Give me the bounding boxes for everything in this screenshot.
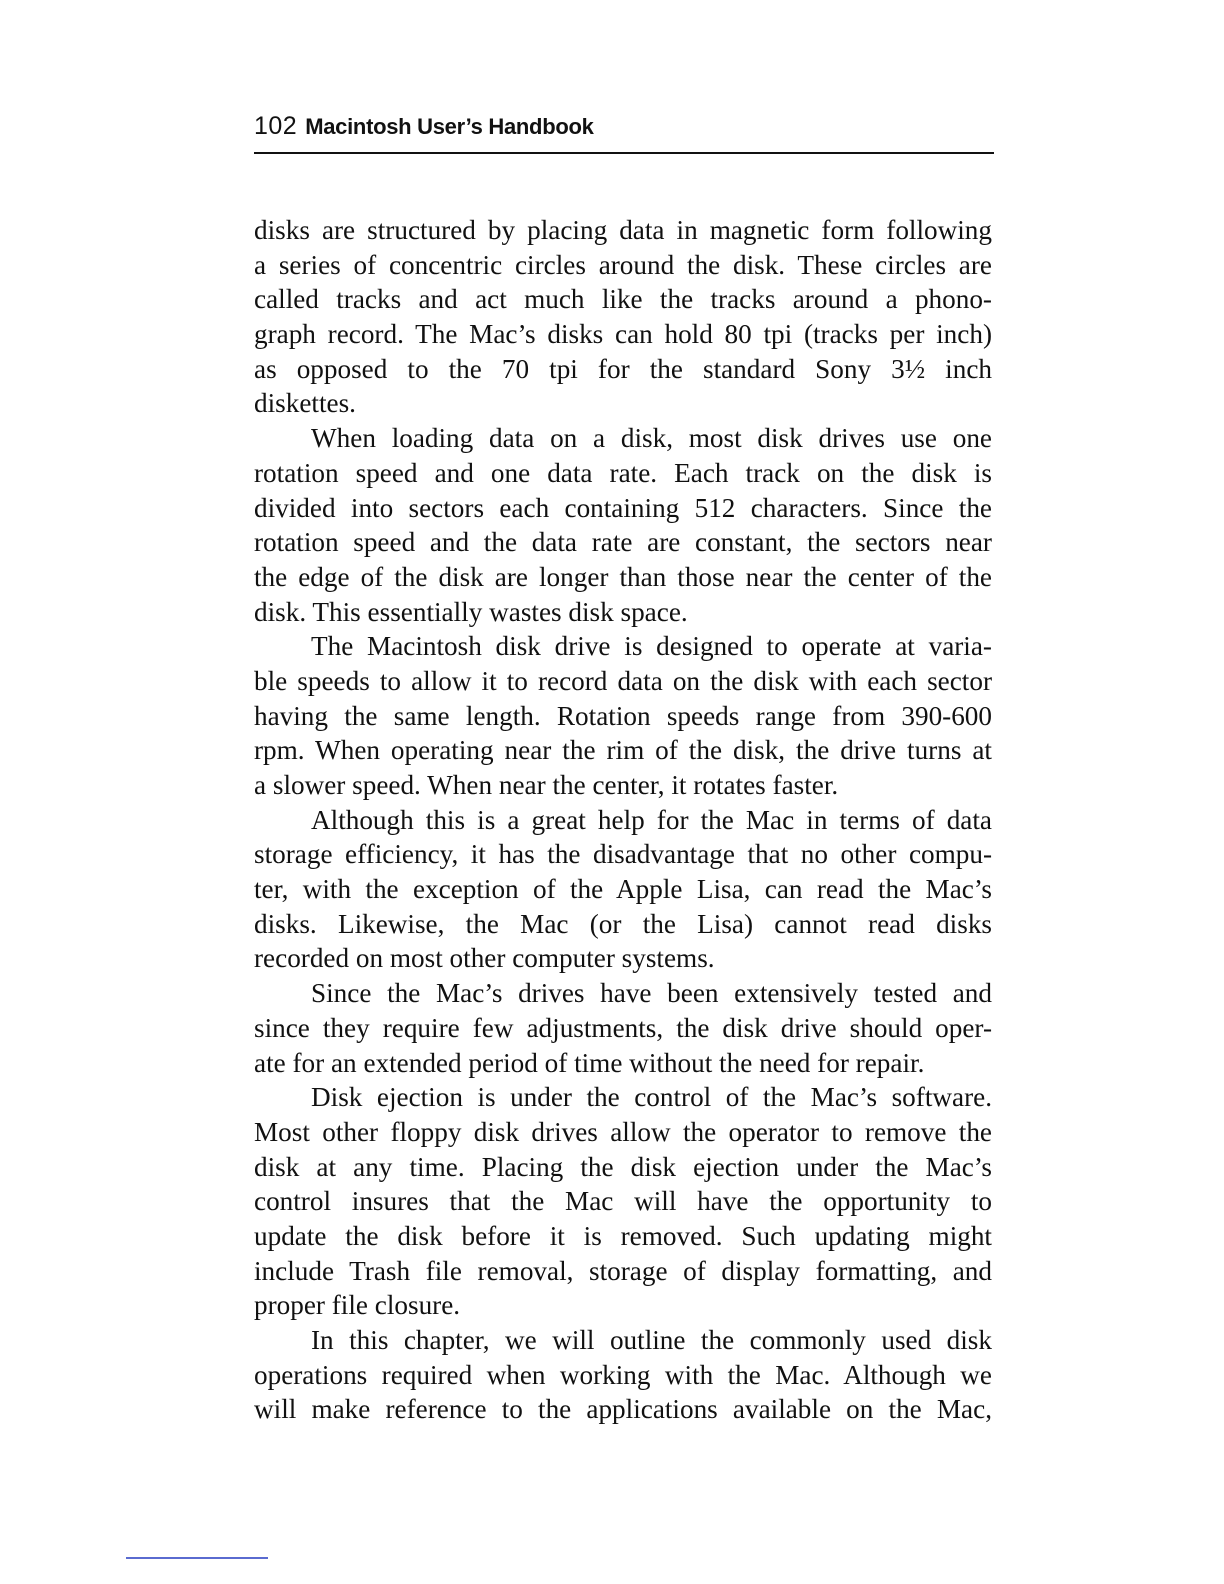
text-line: the edge of the disk are longer than those near the center of the xyxy=(254,561,992,592)
text-line: Since the Mac’s drives have been extensively tested and xyxy=(311,978,992,1009)
text-line: a series of concentric circles around the disk. These circles are xyxy=(254,249,992,280)
text-line: ate for an extended period of time without the need for repair. xyxy=(254,1047,925,1078)
text-line: a slower speed. When near the center, it rotates faster. xyxy=(254,770,839,800)
text-line: storage efficiency, it has the disadvantage that no other compu- xyxy=(254,839,992,870)
body-text xyxy=(254,213,992,1427)
text-line: ter, with the exception of the Apple Lisa, can read the Mac’s xyxy=(254,874,992,905)
text-line: Although this is a great help for the Mac in terms of data xyxy=(311,804,992,835)
text-line: as opposed to the 70 tpi for the standard Sony 3½ inch xyxy=(254,353,992,384)
text-line: The Macintosh disk drive is designed to operate at varia- xyxy=(311,631,992,662)
text-line: In this chapter, we will outline the commonly used disk xyxy=(311,1325,992,1355)
running-head xyxy=(254,112,994,154)
text-line: recorded on most other computer systems. xyxy=(254,943,715,974)
text-line: diskettes. xyxy=(254,388,356,419)
text-line: proper file closure. xyxy=(254,1290,461,1321)
footer-rule xyxy=(126,1557,268,1559)
text-line: operations required when working with the Mac. Although we xyxy=(254,1359,992,1390)
text-line: update the disk before it is removed. Such updating might xyxy=(254,1220,992,1251)
text-line: since they require few adjustments, the disk drive should oper- xyxy=(254,1012,992,1043)
text-line: Disk ejection is under the control of the Mac’s software. xyxy=(311,1082,992,1113)
text-line: rotation speed and one data rate. Each track on the disk is xyxy=(254,457,992,488)
text-line: having the same length. Rotation speeds range from 390-600 xyxy=(254,700,992,731)
text-line: disk at any time. Placing the disk ejection under the Mac’s xyxy=(254,1151,992,1182)
text-line: disks are structured by placing data in magnetic form following xyxy=(254,215,992,245)
text-line: graph record. The Mac’s disks can hold 80 tpi (tracks per inch) xyxy=(254,319,992,350)
text-line: disk. This essentially wastes disk space. xyxy=(254,596,688,627)
book-title: Macintosh User’s Handbook xyxy=(305,114,594,139)
text-line: include Trash file removal, storage of display formatting, and xyxy=(254,1255,992,1286)
text-line: control insures that the Mac will have the opportunity to xyxy=(254,1186,992,1217)
text-line: rpm. When operating near the rim of the disk, the drive turns at xyxy=(254,735,992,766)
text-line: rotation speed and the data rate are constant, the sectors near xyxy=(254,527,992,558)
text-line: called tracks and act much like the tracks around a phono- xyxy=(254,284,992,315)
text-line: divided into sectors each containing 512 characters. Since the xyxy=(254,492,992,523)
text-line: disks. Likewise, the Mac (or the Lisa) cannot read disks xyxy=(254,908,992,939)
text-line: When loading data on a disk, most disk drives use one xyxy=(311,423,992,454)
text-line: will make reference to the applications available on the Mac, xyxy=(254,1394,992,1425)
text-line: Most other floppy disk drives allow the operator to remove the xyxy=(254,1116,992,1147)
page-number: 102 xyxy=(254,112,298,140)
text-line: ble speeds to allow it to record data on the disk with each sector xyxy=(254,665,992,696)
